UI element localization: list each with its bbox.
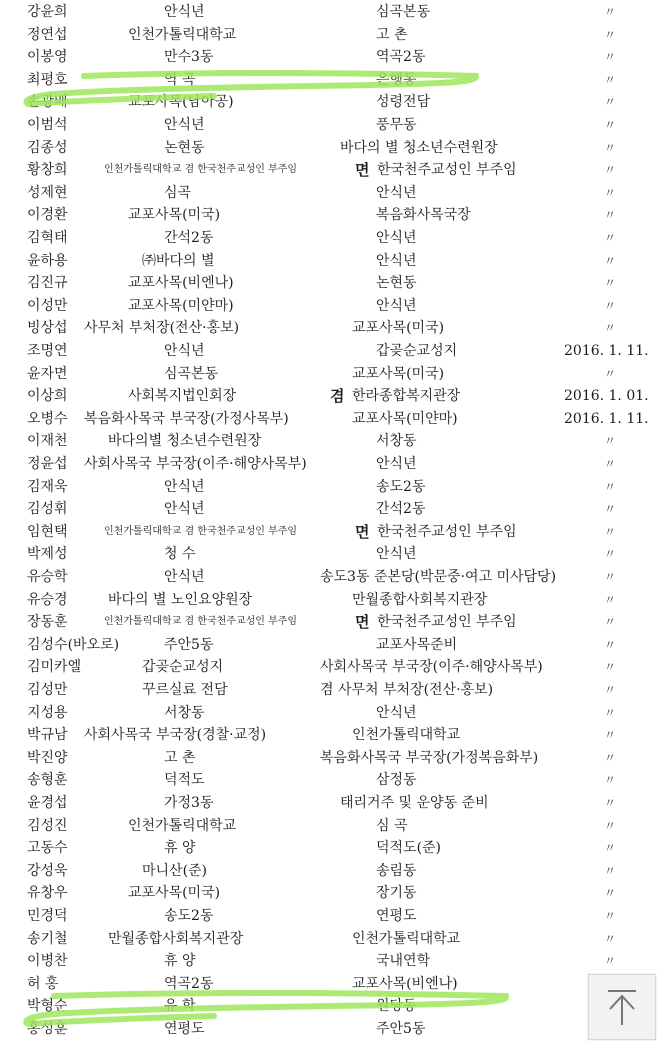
previous-post: 주안5동 xyxy=(164,636,214,653)
new-post: 은행동 xyxy=(376,71,417,88)
previous-post: 사회복지법인회장 xyxy=(128,388,237,405)
new-post: 역곡2동 xyxy=(376,49,426,66)
previous-post: 덕적도 xyxy=(164,772,205,789)
ditto-mark: 〃 xyxy=(604,321,617,336)
ditto-mark: 〃 xyxy=(604,366,617,381)
table-row xyxy=(0,408,660,430)
previous-post: 교포사목(미국) xyxy=(128,207,221,224)
table-row xyxy=(0,815,660,837)
ditto-mark: 〃 xyxy=(604,479,617,494)
previous-post: 안식년 xyxy=(164,501,205,518)
ditto-mark: 〃 xyxy=(604,637,617,652)
ditto-mark: 〃 xyxy=(604,954,617,969)
previous-post: 마니산(준) xyxy=(142,862,208,879)
previous-post: 서창동 xyxy=(164,704,205,721)
new-post: 태리거주 및 운양동 준비 xyxy=(340,795,489,811)
new-post: 안식년 xyxy=(376,252,417,269)
new-post: 교포사목(비엔나) xyxy=(352,975,458,992)
ditto-mark: 〃 xyxy=(604,163,617,178)
ditto-mark: 〃 xyxy=(604,27,617,42)
person-name: 유창우 xyxy=(27,885,68,902)
previous-post: 심곡본동 xyxy=(164,365,219,382)
ditto-mark: 〃 xyxy=(604,95,617,110)
table-row xyxy=(0,1018,660,1040)
ditto-mark: 〃 xyxy=(604,660,617,675)
ditto-mark: 〃 xyxy=(604,615,617,630)
table-row xyxy=(0,769,660,791)
table-row xyxy=(0,204,660,226)
ditto-mark: 〃 xyxy=(604,570,617,584)
person-name: 김종성 xyxy=(27,139,68,156)
new-post: 복음화사목국 부국장(가정복음화부) xyxy=(320,749,539,766)
previous-post: 교포사목(미국) xyxy=(128,885,221,902)
person-name: 조명연 xyxy=(27,343,68,359)
effective-date: 2016. 1. 11. xyxy=(564,343,649,359)
new-post: 연평도 xyxy=(376,908,417,924)
table-row xyxy=(0,995,660,1017)
person-name: 이봉영 xyxy=(27,49,68,66)
new-post: 주안5동 xyxy=(376,1021,426,1037)
person-name: 황창희 xyxy=(27,162,68,179)
new-post: 성령전담 xyxy=(376,94,431,111)
person-name: 김성만 xyxy=(27,682,68,698)
conjunction-label: 면 xyxy=(355,613,370,632)
previous-post: 유 학 xyxy=(164,998,196,1015)
previous-post: 사회사목국 부국장(이주·해양사목부) xyxy=(84,456,307,472)
person-name: 박제성 xyxy=(27,546,68,563)
ditto-mark: 〃 xyxy=(604,683,617,697)
table-row xyxy=(0,860,660,882)
ditto-mark: 〃 xyxy=(604,886,617,901)
table-row xyxy=(0,882,660,904)
previous-post: 인천가톨릭대학교 겸 한국천주교성인 부주임 xyxy=(104,616,298,628)
ditto-mark: 〃 xyxy=(604,72,617,87)
previous-post: 교포사목(비엔나) xyxy=(128,275,234,292)
ditto-mark: 〃 xyxy=(604,231,617,245)
person-name: 송기철 xyxy=(27,930,68,947)
previous-post: 만수3동 xyxy=(164,49,214,66)
person-name: 이경환 xyxy=(27,207,68,224)
person-name: 윤자면 xyxy=(27,365,68,382)
new-post: 복음화사목국장 xyxy=(376,207,471,224)
new-post: 원당동 xyxy=(376,998,417,1015)
table-row xyxy=(0,340,660,362)
arrow-up-icon xyxy=(604,987,640,1027)
table-row xyxy=(0,69,660,91)
table-row xyxy=(0,476,660,498)
person-name: 송형훈 xyxy=(27,772,68,789)
table-row xyxy=(0,747,660,769)
new-post: 교포사목준비 xyxy=(376,636,458,653)
ditto-mark: 〃 xyxy=(604,818,617,833)
person-name: 김진규 xyxy=(27,275,68,292)
new-post: 안식년 xyxy=(376,546,417,563)
previous-post: 바다의별 청소년수련원장 xyxy=(108,433,262,450)
previous-post: 복음화사목국 부국장(가정사목부) xyxy=(84,410,289,427)
ditto-mark: 〃 xyxy=(604,931,617,946)
table-row xyxy=(0,702,660,724)
previous-post: 논현동 xyxy=(164,139,205,156)
previous-post: 바다의 별 노인요양원장 xyxy=(108,591,253,608)
ditto-mark: 〃 xyxy=(604,140,617,155)
person-name: 이범석 xyxy=(27,117,68,133)
table-row xyxy=(0,724,660,746)
person-name: 빙상섭 xyxy=(27,320,68,337)
ditto-mark: 〃 xyxy=(604,5,617,19)
new-post: 송도3동 준본당(박문중·여고 미사담당) xyxy=(320,569,557,585)
person-name: 박형순 xyxy=(27,998,68,1015)
table-row xyxy=(0,928,660,950)
new-post: 논현동 xyxy=(376,275,417,292)
ditto-mark: 〃 xyxy=(604,253,617,268)
previous-post: 역곡2동 xyxy=(164,975,214,992)
ditto-mark: 〃 xyxy=(604,705,617,720)
person-name: 김혁태 xyxy=(27,230,68,246)
new-post: 인천가톨릭대학교 xyxy=(352,727,461,744)
previous-post: 사회사목국 부국장(경찰·교정) xyxy=(84,727,267,744)
new-post: 만월종합사회복지관장 xyxy=(352,591,488,608)
previous-post: 안식년 xyxy=(164,4,205,20)
conjunction-label: 면 xyxy=(355,161,370,180)
new-post: 덕적도(준) xyxy=(376,840,442,857)
table-row xyxy=(0,543,660,565)
table-row xyxy=(0,566,660,588)
table-row xyxy=(0,227,660,249)
new-post: 한라종합복지관장 xyxy=(352,388,461,405)
previous-post: ㈜바다의 별 xyxy=(142,252,215,269)
previous-post: 인천가톨릭대학교 xyxy=(128,26,237,43)
new-post: 안식년 xyxy=(376,456,417,472)
table-row xyxy=(0,521,660,543)
previous-post: 안식년 xyxy=(164,478,205,495)
person-name: 장동훈 xyxy=(27,614,68,631)
new-post: 교포사목(미얀마) xyxy=(352,410,458,427)
person-name: 윤경섭 xyxy=(27,795,68,811)
new-post: 송도2동 xyxy=(376,478,426,495)
ditto-mark: 〃 xyxy=(604,524,617,539)
effective-date: 2016. 1. 01. xyxy=(564,388,649,405)
person-name: 허 홍 xyxy=(27,975,59,992)
new-post: 교포사목(미국) xyxy=(352,365,445,382)
table-row xyxy=(0,679,660,701)
person-name: 강성욱 xyxy=(27,862,68,879)
person-name: 김성진 xyxy=(27,817,68,834)
person-name: 유승학 xyxy=(27,569,68,585)
previous-post: 청 수 xyxy=(164,546,196,563)
person-name: 김미카엘 xyxy=(27,659,82,676)
table-row xyxy=(0,385,660,407)
previous-post: 송도2동 xyxy=(164,908,214,924)
conjunction-label: 겸 xyxy=(330,387,345,406)
person-name: 손광배 xyxy=(27,94,68,111)
ditto-mark: 〃 xyxy=(604,502,617,517)
previous-post: 교포사목(미얀마) xyxy=(128,297,234,314)
new-post: 심 곡 xyxy=(376,817,408,834)
ditto-mark: 〃 xyxy=(604,208,617,223)
previous-post: 휴 양 xyxy=(164,840,196,857)
table-row xyxy=(0,792,660,814)
new-post: 심곡본동 xyxy=(376,4,431,20)
person-name: 이재천 xyxy=(27,433,68,450)
table-row xyxy=(0,182,660,204)
new-post: 한국천주교성인 부주임 xyxy=(377,523,517,540)
new-post: 안식년 xyxy=(376,704,417,721)
previous-post: 휴 양 xyxy=(164,953,196,970)
new-post: 풍무동 xyxy=(376,117,417,133)
previous-post: 갑곶순교성지 xyxy=(142,659,224,676)
new-post: 서창동 xyxy=(376,433,417,450)
new-post: 장기동 xyxy=(376,885,417,902)
new-post: 안식년 xyxy=(376,184,417,201)
person-name: 이병찬 xyxy=(27,953,68,970)
previous-post: 만월종합사회복지관장 xyxy=(108,930,244,947)
ditto-mark: 〃 xyxy=(604,276,617,291)
table-row xyxy=(0,250,660,272)
table-row xyxy=(0,24,660,46)
ditto-mark: 〃 xyxy=(604,434,617,449)
table-row xyxy=(0,611,660,633)
table-row xyxy=(0,837,660,859)
table-row xyxy=(0,1,660,23)
ditto-mark: 〃 xyxy=(604,457,617,471)
ditto-mark: 〃 xyxy=(604,728,617,743)
previous-post: 역 곡 xyxy=(164,71,196,88)
new-post: 교포사목(미국) xyxy=(352,320,445,337)
table-row xyxy=(0,46,660,68)
person-name: 강윤희 xyxy=(27,4,68,20)
ditto-mark: 〃 xyxy=(604,298,617,313)
new-post: 국내연학 xyxy=(376,953,431,970)
conjunction-label: 면 xyxy=(355,522,370,541)
person-name: 김성수(바오로) xyxy=(27,636,120,653)
person-name: 박진양 xyxy=(27,749,68,766)
table-row xyxy=(0,498,660,520)
ditto-mark: 〃 xyxy=(604,909,617,923)
table-row xyxy=(0,634,660,656)
person-name: 정윤섭 xyxy=(27,456,68,472)
previous-post: 심곡 xyxy=(164,184,192,201)
person-name: 정연섭 xyxy=(27,26,68,43)
previous-post: 연평도 xyxy=(164,1021,205,1037)
ditto-mark: 〃 xyxy=(604,841,617,856)
scroll-to-top-button[interactable] xyxy=(588,974,656,1040)
person-name: 최평호 xyxy=(27,71,68,88)
person-name: 오병수 xyxy=(27,410,68,427)
person-name: 유승경 xyxy=(27,591,68,608)
previous-post: 인천가톨릭대학교 xyxy=(128,817,237,834)
previous-post: 가정3동 xyxy=(164,795,214,811)
ditto-mark: 〃 xyxy=(604,863,617,878)
previous-post: 교포사목(남아공) xyxy=(128,94,234,111)
ditto-mark: 〃 xyxy=(604,50,617,65)
ditto-mark: 〃 xyxy=(604,796,617,810)
previous-post: 안식년 xyxy=(164,569,205,585)
new-post: 한국천주교성인 부주임 xyxy=(377,614,517,631)
new-post: 사회사목국 부국장(이주·해양사목부) xyxy=(320,659,543,676)
table-row xyxy=(0,91,660,113)
person-name: 고동수 xyxy=(27,840,68,857)
person-name: 박규남 xyxy=(27,727,68,744)
new-post: 송림동 xyxy=(376,862,417,879)
new-post: 간석2동 xyxy=(376,501,426,518)
previous-post: 고 촌 xyxy=(164,749,196,766)
table-row xyxy=(0,973,660,995)
person-name: 지성용 xyxy=(27,704,68,721)
person-name: 이상희 xyxy=(27,388,68,405)
person-name: 김재욱 xyxy=(27,478,68,495)
table-row xyxy=(0,137,660,159)
table-row xyxy=(0,363,660,385)
person-name: 홍성훈 xyxy=(27,1021,68,1037)
table-row xyxy=(0,430,660,452)
ditto-mark: 〃 xyxy=(604,547,617,562)
person-name: 임현택 xyxy=(27,523,68,540)
new-post: 고 촌 xyxy=(376,26,408,43)
previous-post: 인천가톨릭대학교 겸 한국천주교성인 부주임 xyxy=(104,164,298,176)
table-row xyxy=(0,905,660,927)
person-name: 성제현 xyxy=(27,184,68,201)
new-post: 한국천주교성인 부주임 xyxy=(377,162,517,179)
new-post: 갑곶순교성지 xyxy=(376,343,458,359)
table-row xyxy=(0,950,660,972)
ditto-mark: 〃 xyxy=(604,185,617,200)
new-post: 겸 사무처 부처장(전산·홍보) xyxy=(320,682,494,698)
table-row xyxy=(0,295,660,317)
person-name: 이성만 xyxy=(27,297,68,314)
table-row xyxy=(0,159,660,181)
previous-post: 안식년 xyxy=(164,343,205,359)
ditto-mark: 〃 xyxy=(604,750,617,765)
effective-date: 2016. 1. 11. xyxy=(564,410,649,427)
new-post: 안식년 xyxy=(376,297,417,314)
new-post: 안식년 xyxy=(376,230,417,246)
ditto-mark: 〃 xyxy=(604,773,617,788)
new-post: 인천가톨릭대학교 xyxy=(352,930,461,947)
ditto-mark: 〃 xyxy=(604,118,617,132)
new-post: 삼정동 xyxy=(376,772,417,789)
table-row xyxy=(0,589,660,611)
previous-post: 간석2동 xyxy=(164,230,214,246)
previous-post: 사무처 부처장(전산·홍보) xyxy=(84,320,240,337)
person-name: 윤하용 xyxy=(27,252,68,269)
table-row xyxy=(0,272,660,294)
table-row xyxy=(0,114,660,136)
previous-post: 안식년 xyxy=(164,117,205,133)
table-row xyxy=(0,317,660,339)
previous-post: 꾸르실료 전담 xyxy=(142,682,228,698)
table-row xyxy=(0,656,660,678)
ditto-mark: 〃 xyxy=(604,592,617,607)
previous-post: 인천가톨릭대학교 겸 한국천주교성인 부주임 xyxy=(104,525,298,537)
person-name: 민경덕 xyxy=(27,908,68,924)
new-post: 바다의 별 청소년수련원장 xyxy=(340,139,498,156)
table-row xyxy=(0,453,660,475)
person-name: 김성휘 xyxy=(27,501,68,518)
